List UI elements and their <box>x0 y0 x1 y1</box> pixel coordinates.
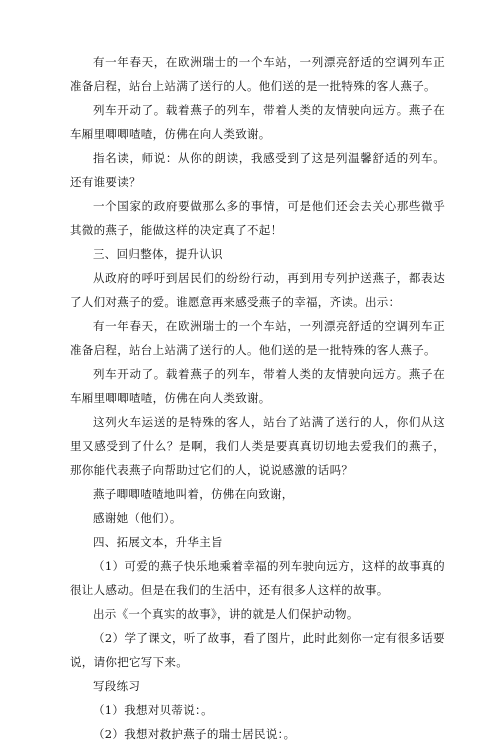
paragraph: 一个国家的政府要做那么多的事情，可是他们还会去关心那些微乎其微的燕子，能做这样的决定真了不起！ <box>70 199 445 237</box>
paragraph: 列车开动了。载着燕子的列车，带着人类的友情驶向远方。燕子在车厢里唧唧喳喳，仿佛在向人类致谢。 <box>70 103 445 141</box>
paragraph: 这列火车运送的是特殊的客人，站台了站满了送行的人，你们从这里又感受到了什么？是啊，我们人类是要真真切切地去爱我们的燕子，那你能代表燕子向帮助过它们的人，说说感激的话吗？ <box>70 415 445 477</box>
exercise-heading: 写段练习 <box>93 679 141 693</box>
paragraph: （2）学了课文，听了故事，看了图片，此时此刻你一定有很多话要说，请你把它写下来。 <box>70 631 445 669</box>
paragraph: 出示《一个真实的故事》，讲的就是人们保护动物。 <box>93 607 359 621</box>
paragraph: 从政府的呼吁到居民们的纷纷行动，再到用专列护送燕子，都表达了人们对燕子的爱。谁愿意再来感受燕子的幸福，齐读。出示： <box>70 271 445 309</box>
paragraph: 感谢她（他们）。 <box>93 511 182 525</box>
section-heading: 三、回归整体，提升认识 <box>93 247 223 261</box>
paragraph: 有一年春天，在欧洲瑞士的一个车站，一列漂亮舒适的空调列车正准备启程，站台上站满了送行的人。他们送的是一批特殊的客人燕子。 <box>70 319 445 357</box>
exercise-item: （2）我想对救护燕子的瑞士居民说：。 <box>93 727 296 741</box>
paragraph: （1）可爱的燕子快乐地乘着幸福的列车驶向远方，这样的故事真的很让人感动。但是在我们的生活中，还有很多人这样的故事。 <box>70 559 445 597</box>
section-heading: 四、拓展文本，升华主旨 <box>93 535 223 549</box>
paragraph: 指名读，师说：从你的朗读，我感受到了这是列温馨舒适的列车。还有谁要读？ <box>70 151 445 189</box>
exercise-item: （1）我想对贝蒂说：。 <box>93 703 213 717</box>
document-body <box>70 50 445 746</box>
paragraph: 有一年春天，在欧洲瑞士的一个车站，一列漂亮舒适的空调列车正准备启程，站台上站满了送行的人。他们送的是一批特殊的客人燕子。 <box>70 55 445 93</box>
paragraph: 列车开动了。载着燕子的列车，带着人类的友情驶向远方。燕子在车厢里唧唧喳喳，仿佛在向人类致谢。 <box>70 367 445 405</box>
paragraph: 燕子唧唧喳喳地叫着，仿佛在向致谢， <box>93 487 294 501</box>
